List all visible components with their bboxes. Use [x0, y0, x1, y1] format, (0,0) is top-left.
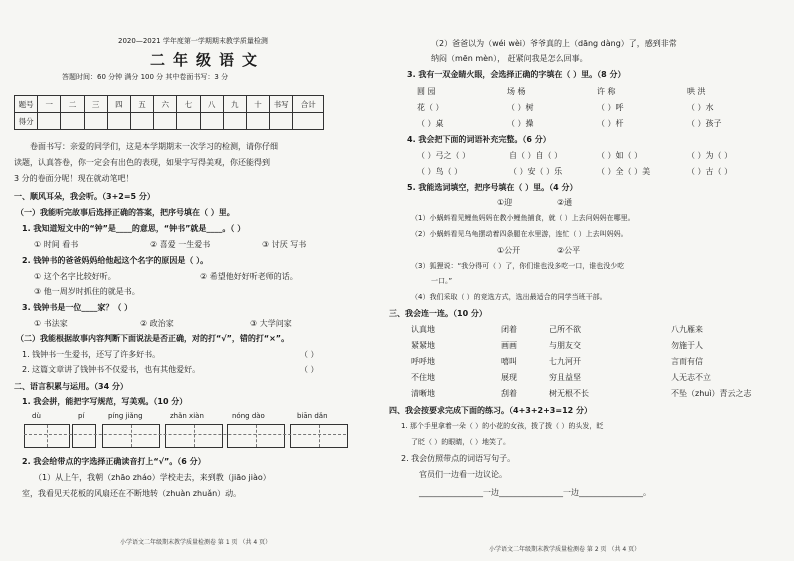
match-item[interactable]: 画画 [501, 341, 517, 350]
judge-item-2: 2. 这篇文章讲了钱钟书不仅爱书，也有其他爱好。 [22, 365, 201, 374]
score-cell[interactable] [246, 113, 269, 130]
sentence: 一口。” [431, 277, 453, 285]
answer-line[interactable]: ________________一边________________一边________________。 [419, 488, 651, 497]
question-5-heading: 5. 我能选词填空，把序号填在（ ）里。（4 分） [407, 183, 578, 192]
q3-option[interactable]: ① 书法家 [34, 319, 68, 328]
section-1b-heading: （二）我能根据故事内容判断下面说法是否正确，对的打“√”，错的打“×”。 [16, 334, 290, 343]
judge-item-1: 1. 钱钟书一生爱书，还写了许多好书。 [22, 350, 161, 359]
match-item[interactable]: 己所不欲 [549, 325, 581, 334]
exam-info: 答题时间：60 分钟 满分 100 分 其中卷面书写：3 分 [62, 73, 229, 81]
match-item[interactable]: 闭着 [501, 325, 517, 334]
fill-item[interactable]: （ ）呼 [597, 103, 624, 112]
score-cell[interactable] [200, 113, 223, 130]
score-header: 题号 [15, 96, 38, 113]
match-item[interactable]: 嘻叫 [501, 357, 517, 366]
score-header: 合计 [293, 96, 324, 113]
option: ②公平 [557, 246, 581, 255]
exercise-line: 了眨（ ）的眼睛，（ ）地笑了。 [411, 438, 510, 446]
option: ①迎 [497, 198, 513, 207]
q3-option[interactable]: ③ 大学问家 [250, 319, 292, 328]
intro-line: 读题，认真答卷，你一定会有出色的表现，如果字写得美观，你还能得到 [14, 158, 270, 167]
year-line: 2020—2021 学年度第一学期期末教学质量检测 [118, 37, 268, 45]
fill-item[interactable]: 花（ ） [417, 103, 444, 112]
score-cell[interactable] [38, 113, 61, 130]
pinyin-label: pí [78, 412, 85, 420]
page-footer: 小学语文二年级期末教学质量检测卷 第 2 页 （共 4 页） [489, 546, 641, 553]
section-2-q2-line: 室，我看见天花板的风扇还在不断地转（zhuàn zhuǎn）动。 [22, 489, 242, 498]
q2-option[interactable]: ② 希望他好好听老师的话。 [200, 272, 298, 281]
idiom-fill[interactable]: （ ）鸟（ ） [417, 167, 463, 176]
score-table [14, 95, 324, 130]
exercise-line: 1. 那个手里拿着一朵（ ）的小花的女孩，拨了拨（ ）的头发，眨 [401, 422, 604, 430]
match-item[interactable]: 认真地 [411, 325, 435, 334]
question-2: 2. 钱钟书的爸爸妈妈给他起这个名字的原因是（ ）。 [22, 256, 209, 265]
match-item[interactable]: 呼呼地 [411, 357, 435, 366]
section-1a-heading: （一）我能听完故事后选择正确的答案，把序号填在（ ）里。 [16, 208, 235, 217]
judge-paren[interactable]: （ ） [300, 350, 319, 359]
match-item[interactable]: 清晰地 [411, 389, 435, 398]
grid-midline [24, 434, 346, 435]
score-header: 六 [154, 96, 177, 113]
match-item[interactable]: 七九河开 [549, 357, 581, 366]
section-2-heading: 二、语言积累与运用。（34 分） [14, 382, 128, 391]
q1-option[interactable]: ② 喜爱 一生爱书 [150, 240, 211, 249]
match-item[interactable]: 八九雁来 [671, 325, 703, 334]
section-2-q2: 2. 我会给带点的字选择正确读音打上“√”。（6 分） [22, 457, 206, 466]
q1-option[interactable]: ① 时间 看书 [34, 240, 79, 249]
sentence: （4）我们采取（ ）的竞选方式，选出最适合的同学当班干部。 [411, 293, 607, 301]
writing-grid[interactable] [290, 424, 348, 448]
match-item[interactable]: 与朋友交 [549, 341, 581, 350]
match-item[interactable]: 言而有信 [671, 357, 703, 366]
score-cell[interactable] [61, 113, 84, 130]
idiom-fill[interactable]: （ ）为（ ） [687, 151, 733, 160]
sentence: （1）小蜗蚪看见鲤鱼妈妈在教小鲤鱼捕食，就（ ）上去问妈妈在哪里。 [411, 214, 635, 222]
page-footer: 小学语文二年级期末教学质量检测卷 第 1 页 （共 4 页） [120, 539, 272, 546]
question-3-heading: 3. 我有一双金睛火眼，会选择正确的字填在（ ）里。（8 分） [407, 70, 626, 79]
match-item[interactable]: 展现 [501, 373, 517, 382]
writing-grid[interactable] [72, 424, 96, 448]
score-cell[interactable] [270, 113, 293, 130]
idiom-fill[interactable]: （ ）安（ ）乐 [509, 167, 563, 176]
score-header: 一 [38, 96, 61, 113]
intro-line: 3 分的卷面分呢！现在就动笔吧！ [14, 174, 134, 183]
fill-item[interactable]: （ ）操 [507, 119, 534, 128]
right-page [389, 0, 794, 561]
section-4-heading: 四、我会按要求完成下面的练习。（4+3+2+3=12 分） [389, 406, 592, 415]
match-item[interactable]: 紧紧地 [411, 341, 435, 350]
pinyin-label: dù [32, 412, 41, 420]
score-cell[interactable] [154, 113, 177, 130]
match-item[interactable]: 人无志不立 [671, 373, 711, 382]
score-row-label: 得分 [15, 113, 38, 130]
score-cell[interactable] [177, 113, 200, 130]
idiom-fill[interactable]: （ ）全（ ）美 [597, 167, 651, 176]
word-choice: 场 杨 [507, 87, 526, 96]
section-2-q2-line: （1）从上午，我朝（zhāo zháo）学校走去，来到教（jiāo jiào） [34, 473, 271, 482]
pinyin-label: píng jiǎng [108, 412, 143, 420]
idiom-fill[interactable]: （ ）弓之（ ） [417, 151, 471, 160]
score-header: 书写 [270, 96, 293, 113]
score-header: 七 [177, 96, 200, 113]
match-item[interactable]: 勿施于人 [671, 341, 703, 350]
q2-option[interactable]: ③ 他一周岁时抓住的就是书。 [34, 287, 140, 296]
score-header: 八 [200, 96, 223, 113]
fill-item[interactable]: （ ）桌 [417, 119, 444, 128]
judge-paren[interactable]: （ ） [300, 365, 319, 374]
writing-grid[interactable] [165, 424, 223, 448]
word-choice: 许 称 [597, 87, 616, 96]
score-header: 五 [130, 96, 153, 113]
q2-option[interactable]: ① 这个名字比较好听。 [34, 272, 116, 281]
section-2-q1: 1. 我会拼，能把字写规范，写美观。（10 分） [22, 397, 188, 406]
pinyin-label: nóng dào [232, 412, 265, 420]
writing-grid[interactable] [24, 424, 70, 448]
score-table-header-row [15, 96, 324, 113]
pinyin-label: biān dǎn [297, 412, 328, 420]
fill-item[interactable]: （ ）树 [507, 103, 534, 112]
question-1: 1. 我知道短文中的“钟”是____的意思，“钟书”就是____。（ ） [22, 224, 246, 233]
match-item[interactable]: 不坠（zhuì）青云之志 [671, 389, 752, 398]
idiom-fill[interactable]: 自（ ）自（ ） [509, 151, 563, 160]
idiom-fill[interactable]: （ ）古（ ） [687, 167, 733, 176]
fill-item[interactable]: （ ）孩子 [687, 119, 722, 128]
question-4-heading: 4. 我会把下面的词语补充完整。（6 分） [407, 135, 551, 144]
match-item[interactable]: 树无根不长 [549, 389, 589, 398]
pinyin-label: zhǎn xiàn [170, 412, 204, 420]
score-header: 二 [61, 96, 84, 113]
score-header: 九 [223, 96, 246, 113]
match-item[interactable]: 穷且益坚 [549, 373, 581, 382]
fill-item[interactable]: （ ）杆 [597, 119, 624, 128]
score-header: 四 [107, 96, 130, 113]
score-cell[interactable] [84, 113, 107, 130]
fill-item[interactable]: （ ）水 [687, 103, 714, 112]
q2-line: （2）爸爸以为（wéi wèi）爷爷真的上（dāng dàng）了，感到非常 [431, 39, 677, 48]
score-cell[interactable] [130, 113, 153, 130]
option: ②通 [557, 198, 573, 207]
section-1-heading: 一、顺风耳朵，我会听。（3+2=5 分） [14, 192, 155, 201]
score-cell[interactable] [223, 113, 246, 130]
option: ①公开 [497, 246, 521, 255]
q1-option[interactable]: ③ 讨厌 写书 [262, 240, 307, 249]
match-item[interactable]: 刮着 [501, 389, 517, 398]
word-choice: 圆 园 [417, 87, 436, 96]
writing-grid[interactable] [102, 424, 160, 448]
q3-option[interactable]: ② 政治家 [140, 319, 174, 328]
sentence: （3）狐狸说：“我分得可（ ）了，你们谁也没多吃一口，谁也没少吃 [411, 262, 625, 270]
section-3-heading: 三、我会连一连。（10 分） [389, 309, 487, 318]
score-header: 三 [84, 96, 107, 113]
writing-grid[interactable] [227, 424, 285, 448]
sentence: （2）小蜗蚪看见乌龟摆动着四条腿在水里游，连忙（ ）上去叫妈妈。 [411, 230, 628, 238]
idiom-fill[interactable]: （ ）如（ ） [597, 151, 643, 160]
score-cell[interactable] [293, 113, 324, 130]
q2-line: 纳闷（mēn mèn）， 赶紧问我是怎么回事。 [431, 54, 588, 63]
match-item[interactable]: 不住地 [411, 373, 435, 382]
intro-line: 卷面书写：亲爱的同学们，这是本学期期末一次学习的检测，请你仔细 [30, 142, 278, 151]
word-choice: 哄 洪 [687, 87, 706, 96]
score-cell[interactable] [107, 113, 130, 130]
score-table-row [15, 113, 324, 130]
exercise-line: 2. 我会仿照带点的词语写句子。 [401, 454, 516, 463]
example-sentence: 官员们一边看一边议论。 [419, 470, 507, 479]
score-header: 十 [246, 96, 269, 113]
question-3: 3. 钱钟书是一位____家？（ ） [22, 303, 133, 312]
page-title: 二年级语文 [150, 51, 266, 69]
